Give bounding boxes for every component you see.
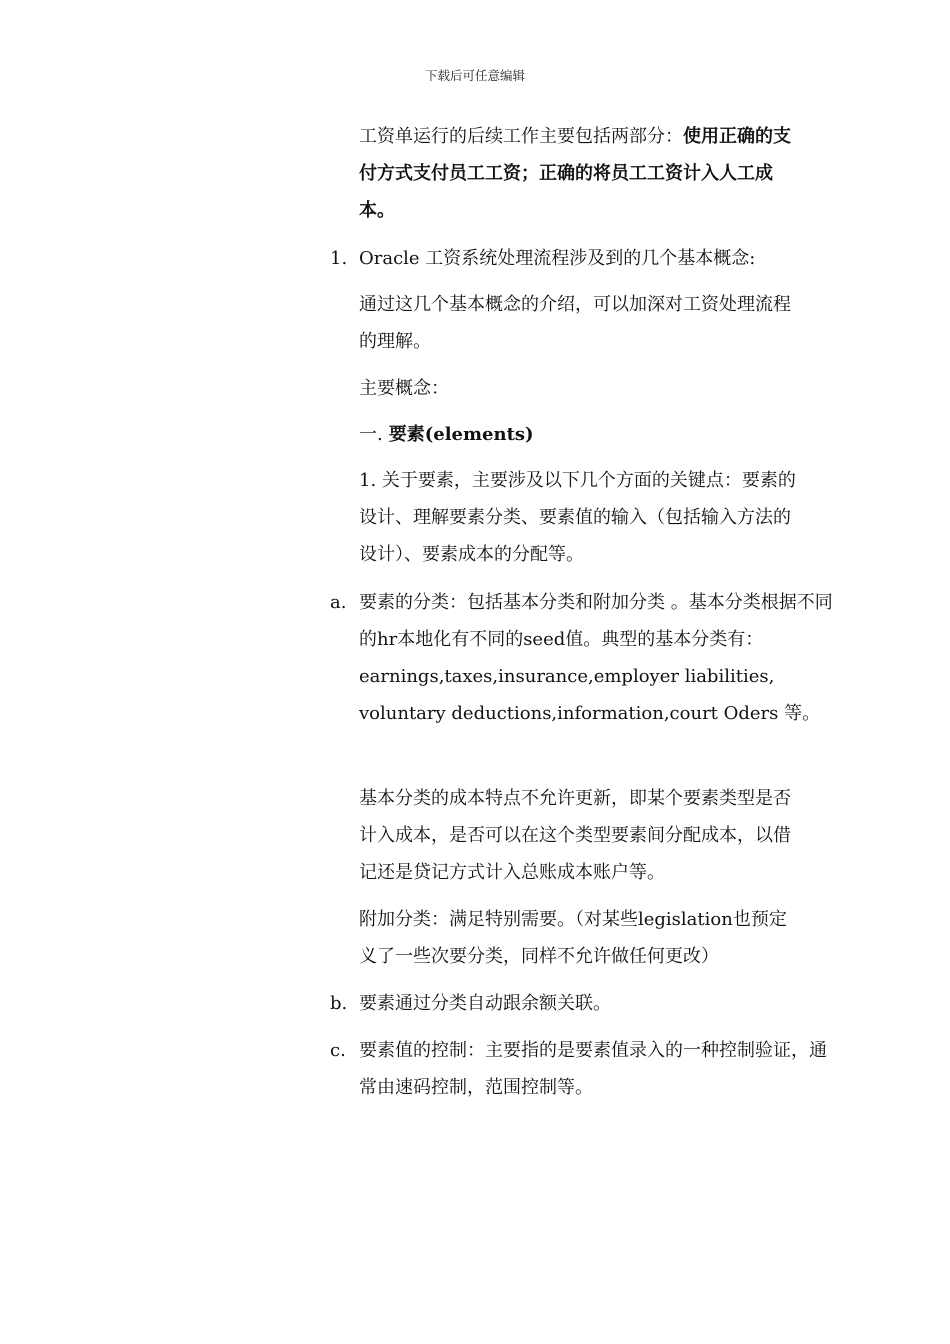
point-1-paragraph: 1. 关于要素，主要涉及以下几个方面的关键点：要素的设计、理解要素分类、要素值的输入（包括输入方法的设计）、要素成本的分配等。: [359, 470, 796, 565]
additional-classification-paragraph: 附加分类：满足特别需要。（对某些legislation也预定义了一些次要分类，同样不允许做任何更改）: [359, 909, 787, 967]
section-heading-elements: [359, 416, 804, 453]
item-1-text: Oracle 工资系统处理流程涉及到的几个基本概念:: [359, 248, 756, 269]
main-concepts-label: 主要概念：: [359, 378, 449, 399]
item-a-text: 要素的分类：包括基本分类和附加分类 。基本分类根据不同的hr本地化有不同的seed值。典型的基本分类有：earnings,taxes,insurance,employer liabilities, voluntary deductions,information,court Oders 等。: [359, 592, 833, 724]
item-b-text: 要素通过分类自动跟余额关联。: [359, 993, 611, 1014]
intro-paragraph: [359, 118, 804, 229]
intro-bold-text: 使用正确的支付方式支付员工工资；正确的将员工工资计入人工成本。: [359, 126, 791, 221]
intro-normal-text: 工资单运行的后续工作主要包括两部分：: [359, 126, 683, 147]
item-c: [330, 1032, 834, 1106]
item-c-text: 要素值的控制：主要指的是要素值录入的一种控制验证，通常由速码控制，范围控制等。: [359, 1040, 827, 1098]
basic-classification-paragraph: 基本分类的成本特点不允许更新，即某个要素类型是否计入成本，是否可以在这个类型要素间分配成本，以借记还是贷记方式计入总账成本账户等。: [359, 788, 791, 883]
item-c-label: c.: [330, 1040, 346, 1061]
item-b: [330, 985, 834, 1022]
page-header: 下载后可任意编辑: [424, 68, 525, 83]
section-number: 一.: [359, 424, 383, 445]
item-b-label: b.: [330, 993, 348, 1014]
item-a-label: a.: [330, 592, 347, 613]
item-a: [330, 584, 834, 732]
numbered-item-1: [330, 240, 805, 277]
intro-concepts-paragraph: 通过这几个基本概念的介绍，可以加深对工资处理流程的理解。: [359, 294, 791, 352]
item-1-number: 1.: [330, 248, 348, 269]
section-title: 要素(elements): [388, 424, 534, 445]
